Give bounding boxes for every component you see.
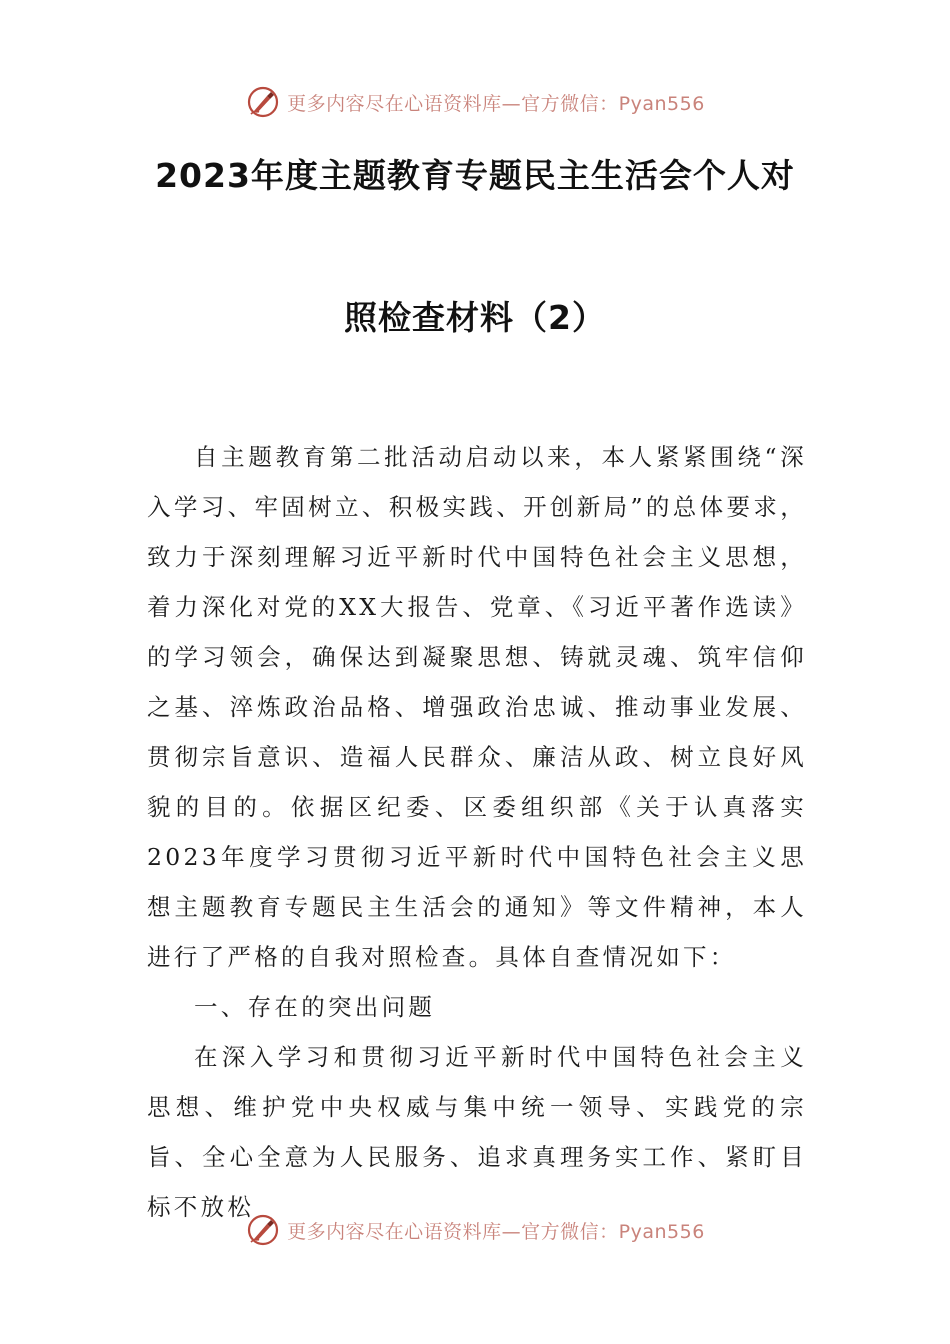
body-paragraph: 在深入学习和贯彻习近平新时代中国特色社会主义思想、维护党中央权威与集中统一领导、实践党的宗旨、全心全意为人民服务、追求真理务实工作、紧盯目标不放松 <box>147 1043 807 1221</box>
promo-text: 更多内容尽在心语资料库—官方微信：Pyan556 <box>287 92 705 115</box>
document-body <box>147 432 807 1232</box>
document-title-line1: 2023年度主题教育专题民主生活会个人对 <box>155 156 795 195</box>
section-heading: 一、存在的突出问题 <box>194 993 436 1021</box>
document-title-line2: 照检查材料（2） <box>344 298 606 337</box>
pen-circle-logo-icon <box>245 1212 281 1248</box>
pen-circle-logo-icon <box>245 84 281 120</box>
footer-watermark-banner <box>0 1208 950 1252</box>
body-paragraph: 自主题教育第二批活动启动以来，本人紧紧围绕“深入学习、牢固树立、积极实践、开创新局”的总体要求，致力于深刻理解习近平新时代中国特色社会主义思想，着力深化对党的XX大报告、党章、《习近平著作选读》的学习领会，确保达到凝聚思想、铸就灵魂、筑牢信仰之基、淬炼政治品格、增强政治忠诚、推动事业发展、贯彻宗旨意识、造福人民群众、廉洁从政、树立良好风貌的目的。依据区纪委、区委组织部《关于认真落实2023年度学习贯彻习近平新时代中国特色社会主义思想主题教育专题民主生活会的通知》等文件精神，本人进行了严格的自我对照检查。具体自查情况如下： <box>147 443 807 971</box>
promo-text: 更多内容尽在心语资料库—官方微信：Pyan556 <box>287 1220 705 1243</box>
header-watermark-banner <box>0 80 950 124</box>
